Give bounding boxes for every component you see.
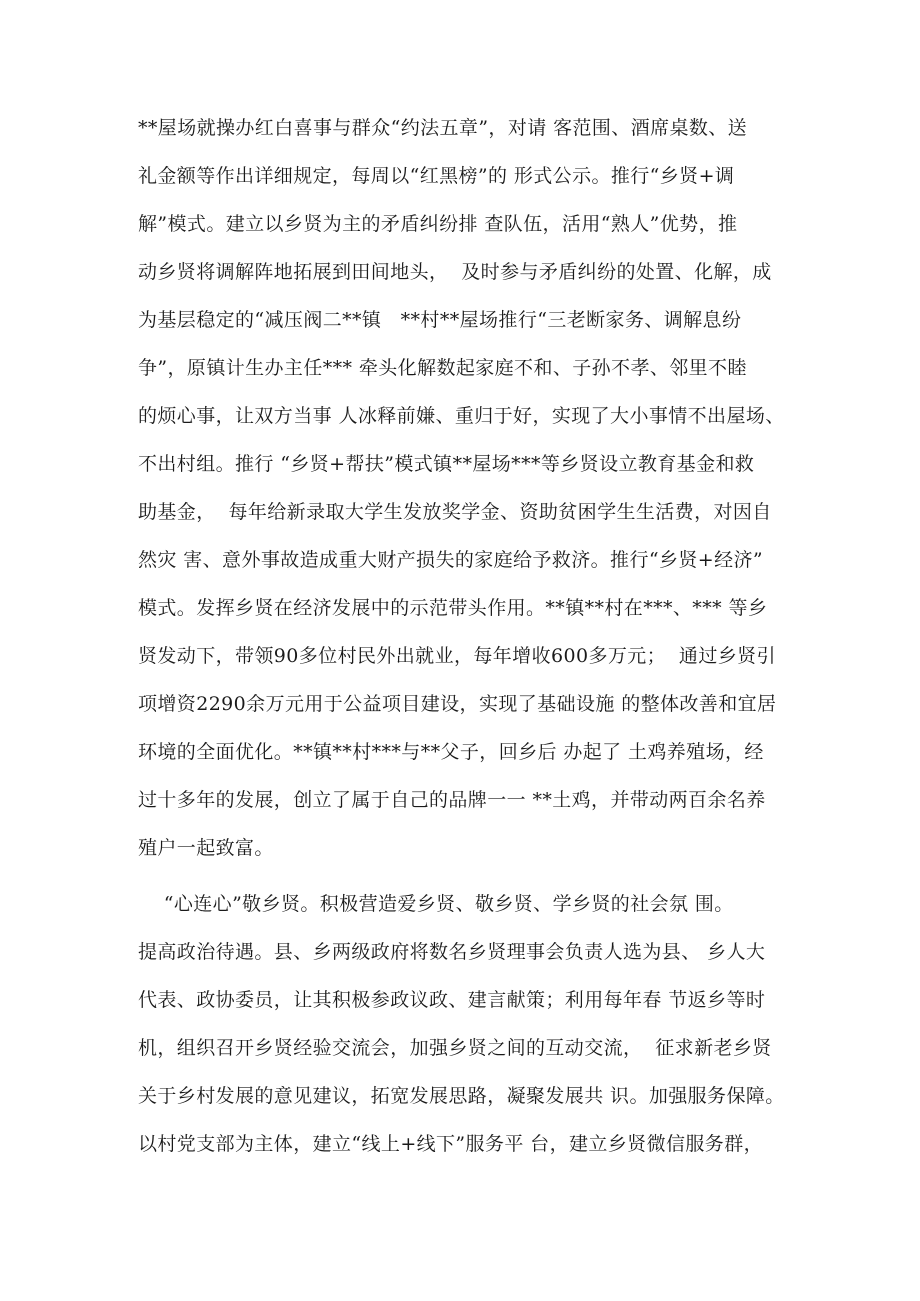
text-line: 模式。发挥乡贤在经济发展中的示范带头作用。**镇**村在***、*** 等乡 <box>138 597 768 619</box>
text-line: 礼金额等作出详细规定，每周以“红黑榜”的 形式公示。推行“乡贤+调 <box>138 165 735 187</box>
text-line: 殖户一起致富。 <box>138 837 274 859</box>
text-line: 关于乡村发展的意见建议，拓宽发展思路，凝聚发展共 识。加强服务保障。 <box>138 1085 785 1107</box>
text-line: 为基层稳定的“减压阀二**镇 **村**屋场推行“三老断家务、调解息纷 <box>138 309 742 331</box>
text-line: 项增资2290余万元用于公益项目建设，实现了基础设施 的整体改善和宜居 <box>138 693 777 715</box>
text-line: 然灾 害、意外事故造成重大财产损失的家庭给予救济。推行“乡贤+经济” <box>138 549 763 571</box>
text-line: “心连心”敬乡贤。积极营造爱乡贤、敬乡贤、学乡贤的社会氛 围。 <box>138 893 734 915</box>
text-line: 代表、政协委员，让其积极参政议政、建言献策；利用每年春 节返乡等时 <box>138 989 766 1011</box>
text-line: 环境的全面优化。**镇**村***与**父子，回乡后 办起了 土鸡养殖场，经 <box>138 741 764 763</box>
text-line: 动乡贤将调解阵地拓展到田间地头， 及时参与矛盾纠纷的处置、化解，成 <box>138 261 772 283</box>
text-line: 提高政治待遇。县、乡两级政府将数名乡贤理事会负责人选为县、 乡人大 <box>138 941 766 963</box>
text-line: 以村党支部为主体，建立“线上+线下”服务平 台，建立乡贤微信服务群， <box>138 1133 763 1155</box>
text-line: 贤发动下，带领90多位村民外出就业，每年增收600多万元； 通过乡贤引 <box>138 645 776 667</box>
text-line: 解”模式。建立以乡贤为主的矛盾纠纷排 查队伍，活用“熟人”优势，推 <box>138 213 738 235</box>
text-line: **屋场就操办红白喜事与群众“约法五章”，对请 客范围、酒席桌数、送 <box>138 117 748 139</box>
text-line: 助基金， 每年给新录取大学生发放奖学金、资助贫困学生生活费，对因自 <box>138 501 772 523</box>
text-line: 的烦心事，让双方当事 人冰释前嫌、重归于好，实现了大小事情不出屋场、 <box>138 405 785 427</box>
text-line: 过十多年的发展，创立了属于自己的品牌一一 **土鸡，并带动两百余名养 <box>138 789 766 811</box>
text-line: 不出村组。推行 “乡贤+帮扶”模式镇**屋场***等乡贤设立教育基金和救 <box>138 453 755 475</box>
text-line: 争”，原镇计生办主任*** 牵头化解数起家庭不和、子孙不孝、邻里不睦 <box>138 357 747 379</box>
text-line: 机，组织召开乡贤经验交流会，加强乡贤之间的互动交流， 征求新老乡贤 <box>138 1037 772 1059</box>
